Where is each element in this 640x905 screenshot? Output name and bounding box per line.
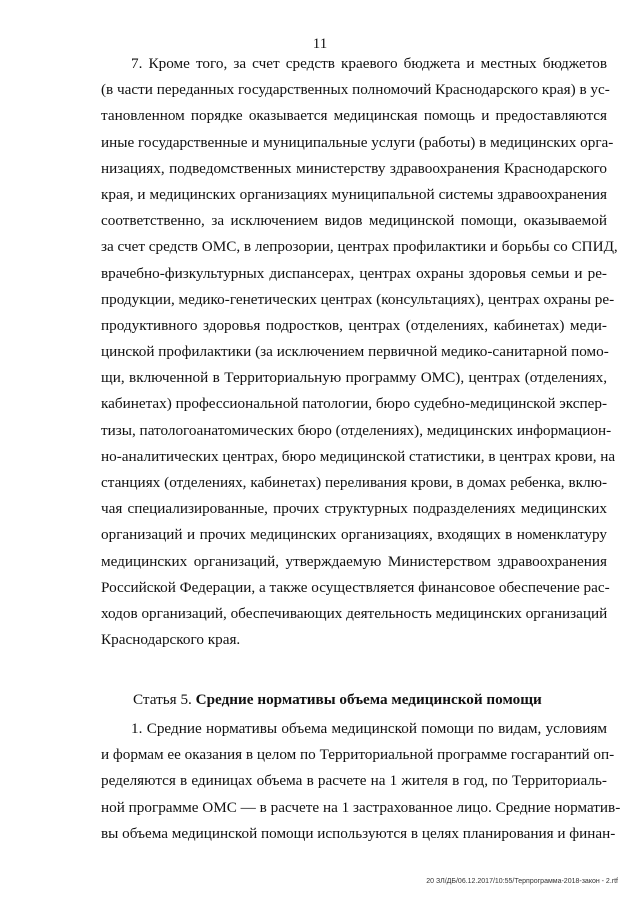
text-line: тановленном порядке оказывается медицинская помощь и предоставляются	[101, 107, 607, 125]
paragraph-1	[101, 716, 621, 847]
text-line: тизы, патологоанатомических бюро (отделениях), медицинских информацион-	[101, 421, 612, 439]
paragraph-7	[101, 51, 618, 653]
text-line: цинской профилактики (за исключением первичной медико-санитарной помо-	[101, 343, 609, 361]
text-line: но-аналитических центрах, бюро медицинской статистики, в центрах крови, на	[101, 447, 616, 465]
text-line: и формам ее оказания в целом по Территориальной программе госгарантий оп-	[101, 746, 615, 764]
text-line: щи, включенной в Территориальную программу ОМС), центрах (отделениях,	[101, 369, 607, 387]
document-footer: 20 ЗЛ/ДБ/06.12.2017/10:55/Терпрограмма-2018-закон - 2.rtf	[426, 878, 618, 885]
text-line: врачебно-физкультурных диспансерах, центрах охраны здоровья семьи и ре-	[101, 264, 607, 282]
text-line: ходов организаций, обеспечивающих деятельность медицинских организаций	[101, 604, 608, 622]
text-line: вы объема медицинской помощи используются в целях планирования и финан-	[101, 824, 616, 842]
text-line: Российской Федерации, а также осуществляется финансовое обеспечение рас-	[101, 578, 610, 596]
text-line: ной программе ОМС — в расчете на 1 застрахованное лицо. Средние норматив-	[101, 798, 621, 816]
text-line: продукции, медико-генетических центрах (консультациях), центрах охраны ре-	[101, 290, 615, 308]
text-line: продуктивного здоровья подростков, центрах (отделениях, кабинетах) меди-	[101, 316, 607, 334]
text-line: иные государственные и муниципальные услуги (работы) в медицинских орга-	[101, 133, 614, 151]
text-line: кабинетах) профессиональной патологии, бюро судебно-медицинской экспер-	[101, 395, 608, 413]
text-line: чая специализированные, прочих структурных подразделениях медицинских	[101, 500, 607, 518]
text-line: 1. Средние нормативы объема медицинской помощи по видам, условиям	[131, 720, 607, 737]
text-line: за счет средств ОМС, в лепрозории, центрах профилактики и борьбы со СПИД,	[101, 238, 618, 256]
article-5-heading	[133, 687, 542, 713]
text-line: ределяются в единицах объема в расчете на 1 жителя в год, по Территориаль-	[101, 772, 607, 790]
text-line: организаций и прочих медицинских организациях, входящих в номенклатуру	[101, 526, 607, 544]
article-5-title: Средние нормативы объема медицинской помощи	[195, 691, 542, 708]
text-line: (в части переданных государственных полномочий Краснодарского края) в ус-	[101, 81, 610, 99]
text-line: соответственно, за исключением видов медицинской помощи, оказываемой	[101, 212, 607, 230]
text-line: 7. Кроме того, за счет средств краевого бюджета и местных бюджетов	[131, 55, 607, 72]
text-line: низациях, подведомственных министерству здравоохранения Краснодарского	[101, 159, 607, 177]
text-line: Краснодарского края.	[101, 631, 241, 649]
text-line: станциях (отделениях, кабинетах) переливания крови, в домах ребенка, вклю-	[101, 474, 607, 491]
text-line: медицинских организаций, утверждаемую Министерством здравоохранения	[101, 552, 607, 570]
article-5-prefix: Статья 5.	[133, 691, 196, 708]
text-line: края, и медицинских организациях муниципальной системы здравоохранения	[101, 185, 607, 203]
page-number: 11	[312, 36, 328, 52]
